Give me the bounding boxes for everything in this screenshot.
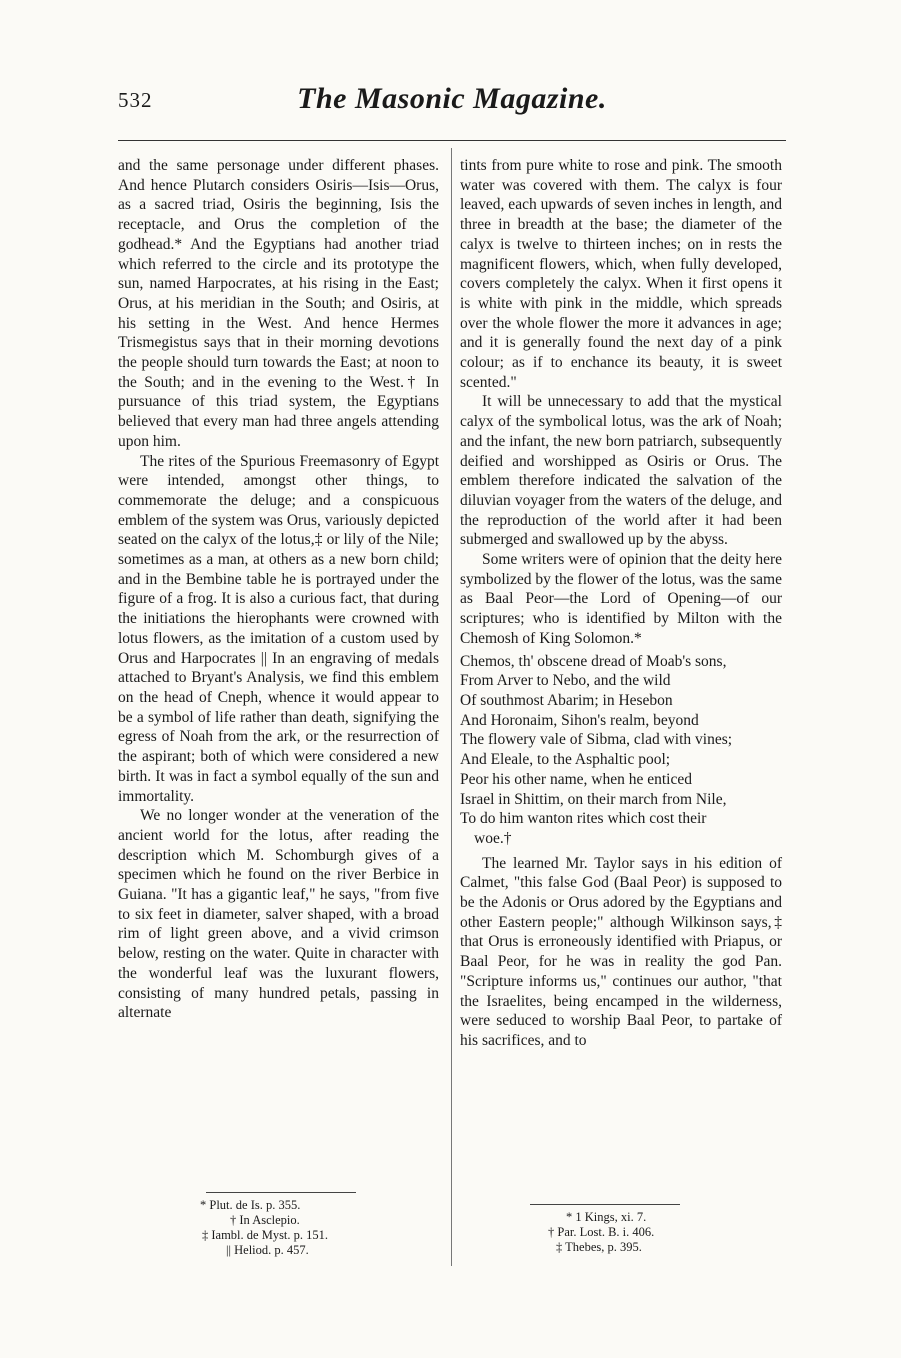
verse-line: And Eleale, to the Asphaltic pool; xyxy=(460,751,671,769)
page-header xyxy=(118,82,786,122)
verse-line: woe.† xyxy=(474,829,512,847)
paragraph: tints from pure white to rose and pink. The smooth water was covered with them. The calyx is four leaved, each upwards of seven inches in length, and three in breadth at the base; the diameter of the calyx is twelve to thirteen inches; on in rests the magnificent flowers, which, when fully developed, covers completely the calyx. When it first opens it is white with pink in the middle, which spreads over the whole flower the more it advances in age; and it is generally found the next day of a pink colour; as if to enchance its beauty, it is sweet scented." xyxy=(460,157,782,391)
page-number: 532 xyxy=(118,88,153,112)
left-column xyxy=(118,156,439,1023)
paragraph: The rites of the Spurious Freemasonry of Egypt were intended, amongst other things, to commemorate the deluge; and a conspicuous emblem of the system was Orus, variously depicted seated on the calyx of the lotus,‡ or lily of the Nile; sometimes as a man, at others as a new born child; and in the Bembine table he is portrayed under the figure of a frog. It is also a curious fact, that during the initiations the hierophants were crowned with lotus flowers, as the imitation of a custom used by Orus and Harpocrates || In an engraving of medals attached to Bryant's Analysis, we find this emblem on the head of Cneph, whence it would appear to be a symbol of life rather than death, signifying the egress of Noah from the ark, or the resurrection of the aspirant; both of which were considered a new birth. It was in fact a symbol equally of the sun and immortality. xyxy=(118,452,439,805)
verse-line: Of southmost Abarim; in Hesebon xyxy=(460,691,673,709)
footnote: † Par. Lost. B. i. 406. xyxy=(548,1225,655,1239)
header-rule xyxy=(118,140,786,141)
verse-line: To do him wanton rites which cost their xyxy=(460,810,707,828)
footnote: ‡ Thebes, p. 395. xyxy=(556,1240,642,1254)
paragraph: and the same personage under different phases. And hence Plutarch considers Osiris—Isis—Orus, as a sacred triad, Osiris the beginning, Isis the receptacle, and Orus the completion of the godhead.* And the Egyptians had another triad which referred to the circle and its prototype the sun, named Harpocrates, at his rising in the East; Orus, at his meridian in the South; and Osiris, at his setting in the West. And hence Hermes Trismegistus says that in their morning devotions the people should turn towards the East; at noon to the South; and in the evening to the West.† In pursuance of this triad system, the Egyptians believed that every man had three angels attending upon him. xyxy=(118,157,439,450)
paragraph: It will be unnecessary to add that the mystical calyx of the symbolical lotus, was the ark of Noah; and the infant, the new born patriarch, subsequently deified and worshipped as Osiris or Orus. The emblem therefore indicated the salvation of the diluvian voyager from the waters of the deluge, and the reproduction of the world after it had been submerged and swallowed up by the abyss. xyxy=(460,393,782,549)
right-footnotes xyxy=(530,1210,730,1255)
verse-line: The flowery vale of Sibma, clad with vines; xyxy=(460,731,733,749)
footnote: ‡ Iambl. de Myst. p. 151. xyxy=(202,1228,329,1242)
running-title: The Masonic Magazine. xyxy=(297,82,607,115)
paragraph: The learned Mr. Taylor says in his edition of Calmet, "this false God (Baal Peor) is supposed to be the Adonis or Orus adored by the Egyptians and other Eastern people;" although Wilkinson says,‡ that Orus is erroneously identified with Priapus, or Baal Peor, for he was in reality the god Pan. "Scripture informs us," continues our author, "that the Israelites, being encamped in the wilderness, were seduced to worship Baal Peor, to partake of his sacrifices, and to xyxy=(460,854,782,1049)
footnote-rule xyxy=(206,1192,356,1193)
verse-line: From Arver to Nebo, and the wild xyxy=(460,672,671,690)
footnote-rule xyxy=(530,1204,680,1205)
verse-line: Chemos, th' obscene dread of Moab's sons, xyxy=(460,652,727,670)
verse-line: Peor his other name, when he enticed xyxy=(460,770,692,788)
footnote: * Plut. de Is. p. 355. xyxy=(200,1198,301,1212)
column-divider xyxy=(451,148,452,1266)
footnote: † In Asclepio. xyxy=(230,1213,300,1227)
verse-line: Israel in Shittim, on their march from Nile, xyxy=(460,790,727,808)
right-column xyxy=(460,156,782,1051)
verse-line: And Horonaim, Sihon's realm, beyond xyxy=(460,711,699,729)
footnote: * 1 Kings, xi. 7. xyxy=(566,1210,647,1224)
paragraph: We no longer wonder at the veneration of the ancient world for the lotus, after reading the description which M. Schomburgh gives of a specimen which he found on the river Berbice in Guiana. "It has a gigantic leaf," he says, "from five to six feet in diameter, salver shaped, with a broad rim of light green above, and a vivid crimson below, resting on the water. Quite in character with the wonderful leaf was the luxurant flowers, consisting of many hundred petals, passing in alternate xyxy=(118,807,439,1022)
left-footnotes xyxy=(200,1198,400,1258)
paragraph: Some writers were of opinion that the deity here symbolized by the flower of the lotus, was the same as Baal Peor—the Lord of Opening—of our scriptures; who is identified by Milton with the Chemosh of King Solomon.* xyxy=(460,551,782,647)
footnote: || Heliod. p. 457. xyxy=(226,1243,309,1257)
verse-quotation xyxy=(460,652,782,849)
